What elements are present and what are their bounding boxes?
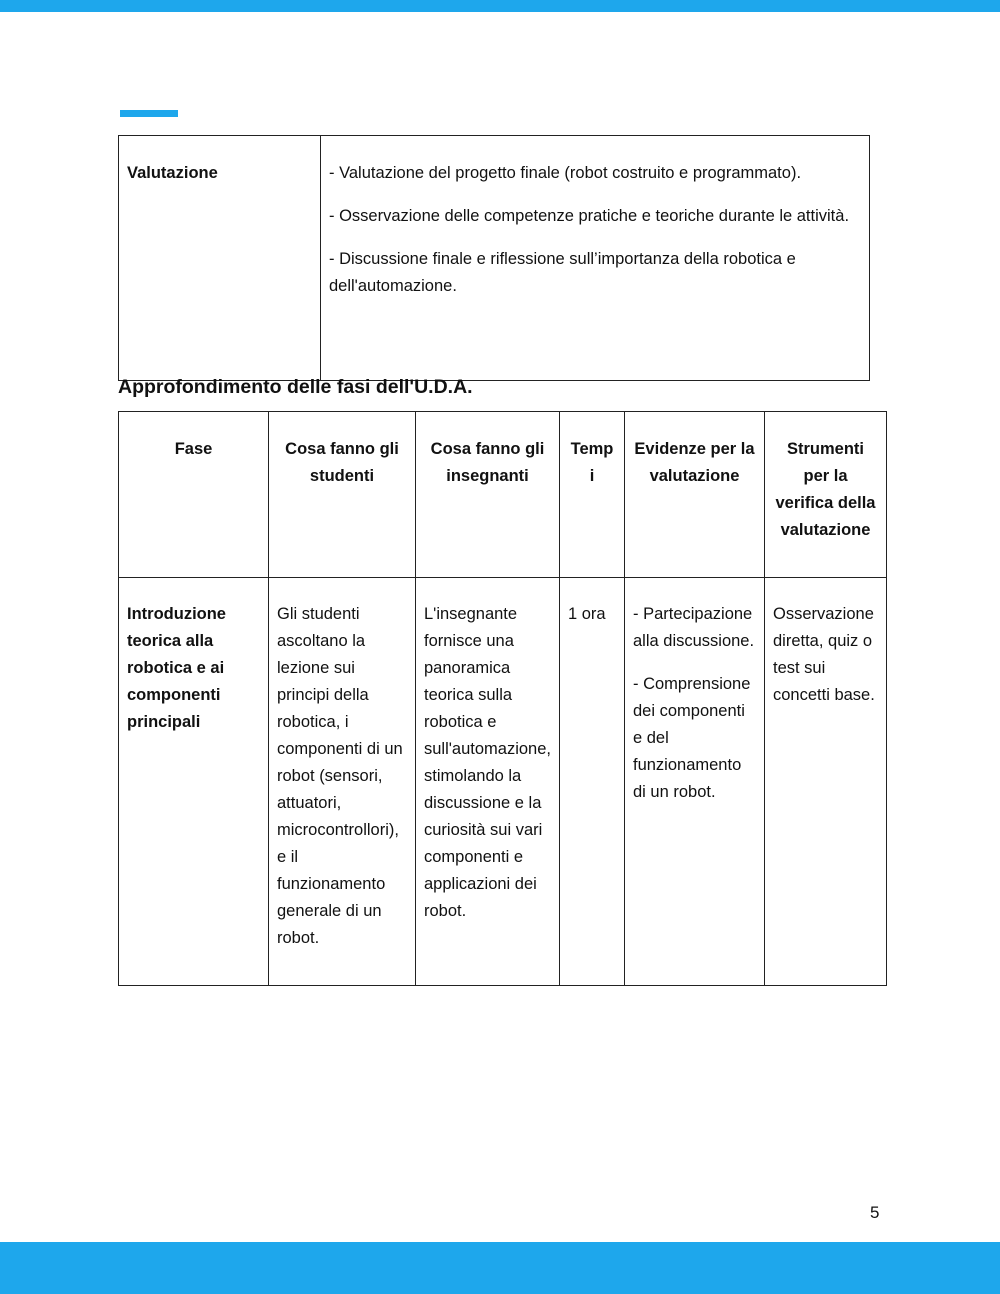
cell-evidenze: [625, 578, 765, 986]
header-fase: Fase: [119, 412, 269, 578]
top-accent-bar: [0, 0, 1000, 12]
phases-table: [118, 411, 887, 986]
table-header-row: [119, 412, 887, 578]
header-studenti: Cosa fanno gli studenti: [269, 412, 416, 578]
evaluation-table: [118, 135, 870, 381]
evaluation-content: [321, 136, 870, 381]
table-row: [119, 136, 870, 381]
header-evidenze: Evidenze per la valutazione: [625, 412, 765, 578]
evaluation-label: Valutazione: [119, 136, 321, 381]
cell-insegnanti: L'insegnante fornisce una panoramica teorica sulla robotica e sull'automazione, stimolando la discussione e la curiosità sui vari componenti e applicazioni dei robot.: [416, 578, 560, 986]
evaluation-item: - Valutazione del progetto finale (robot costruito e programmato).: [329, 164, 802, 182]
cell-studenti: Gli studenti ascoltano la lezione sui principi della robotica, i componenti di un robot (sensori, attuatori, microcontrollori), e il funzionamento generale di un robot.: [269, 578, 416, 986]
header-strumenti: Strumenti per la verifica della valutazione: [765, 412, 887, 578]
cell-tempi: 1 ora: [560, 578, 625, 986]
evaluation-item: - Osservazione delle competenze pratiche e teoriche durante le attività.: [329, 207, 850, 225]
evidence-item: - Comprensione dei componenti e del funzionamento di un robot.: [633, 675, 751, 801]
cell-fase: Introduzione teorica alla robotica e ai componenti principali: [119, 578, 269, 986]
page-number: 5: [870, 1203, 880, 1222]
section-title: Approfondimento delle fasi dell'U.D.A.: [118, 376, 473, 398]
accent-dash: [120, 110, 178, 117]
evaluation-item: - Discussione finale e riflessione sull’importanza della robotica e dell'automazione.: [329, 250, 796, 295]
bottom-accent-bar: [0, 1242, 1000, 1294]
evidence-item: - Partecipazione alla discussione.: [633, 605, 755, 650]
header-tempi: Temp i: [560, 412, 625, 578]
header-insegnanti: Cosa fanno gli insegnanti: [416, 412, 560, 578]
cell-strumenti: Osservazione diretta, quiz o test sui concetti base.: [765, 578, 887, 986]
table-row: [119, 578, 887, 986]
